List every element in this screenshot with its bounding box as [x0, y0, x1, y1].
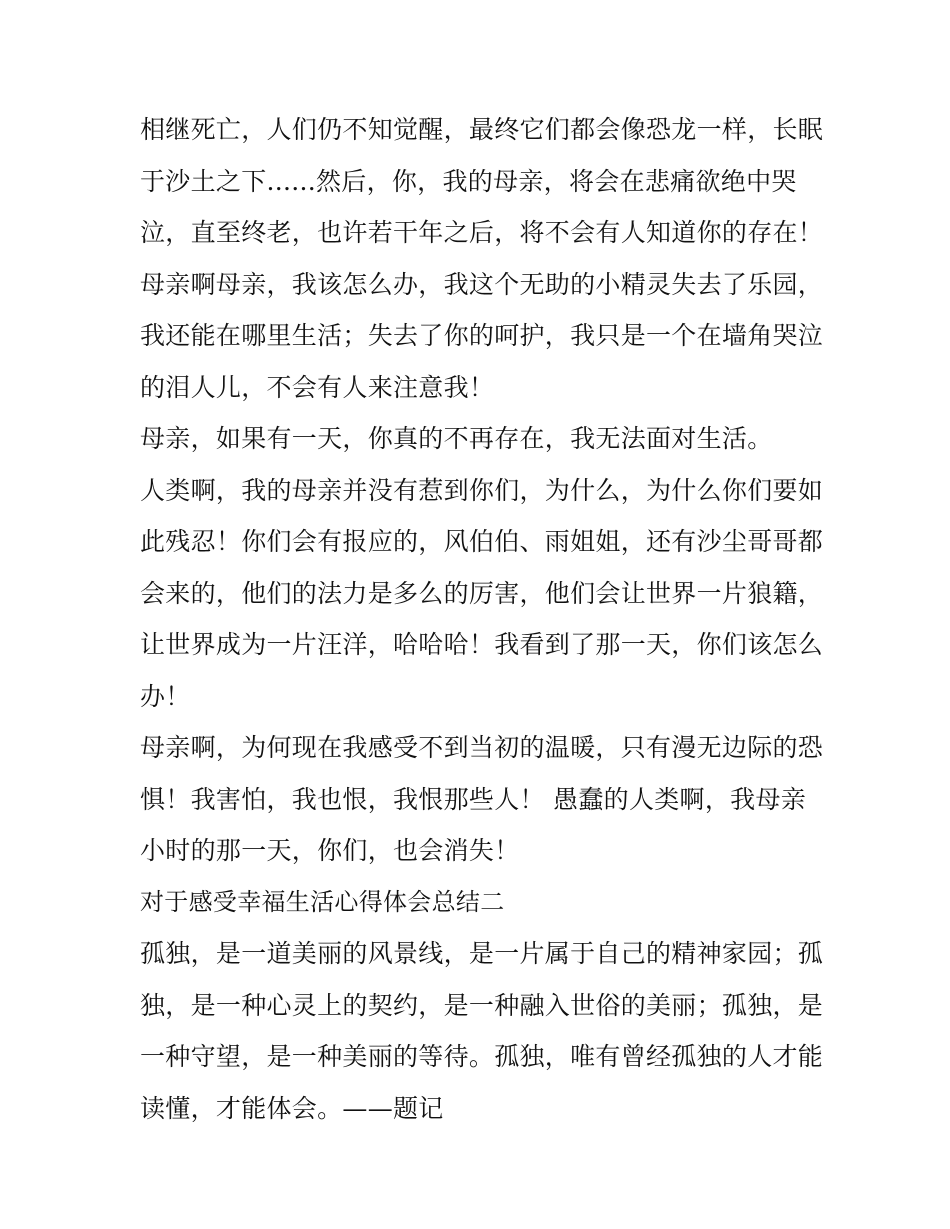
- text-line: 一种守望，是一种美丽的等待。孤独，唯有曾经孤独的人才能: [140, 1042, 824, 1071]
- text-line: 母亲啊，为何现在我感受不到当初的温暖，只有漫无边际的恐: [140, 733, 824, 762]
- text-line: 读懂，才能体会。——题记: [140, 1093, 444, 1123]
- text-line: 让世界成为一片汪洋，哈哈哈！我看到了那一天，你们该怎么: [140, 630, 824, 659]
- text-line: 相继死亡，人们仍不知觉醒，最终它们都会像恐龙一样，长眠: [140, 115, 824, 144]
- text-line: 人类啊，我的母亲并没有惹到你们，为什么，为什么你们要如: [140, 475, 824, 505]
- text-line: 会来的，他们的法力是多么的厉害，他们会让世界一片狼籍，: [140, 578, 824, 608]
- text-line: 的泪人儿，不会有人来注意我！: [140, 372, 495, 402]
- text-line: 母亲，如果有一天，你真的不再存在，我无法面对生活。: [140, 424, 773, 453]
- body-text: [140, 104, 824, 1134]
- section-heading: 对于感受幸福生活心得体会总结二: [140, 887, 505, 916]
- text-line: 孤独，是一道美丽的风景线，是一片属于自己的精神家园；孤: [140, 939, 824, 968]
- text-line: 独，是一种心灵上的契约，是一种融入世俗的美丽；孤独，是: [140, 990, 824, 1020]
- text-line: 母亲啊母亲，我该怎么办，我这个无助的小精灵失去了乐园，: [140, 269, 824, 299]
- text-line: 我还能在哪里生活；失去了你的呵护，我只是一个在墙角哭泣: [140, 321, 824, 350]
- text-line: 小时的那一天，你们，也会消失！: [140, 836, 520, 865]
- text-line: 于沙土之下......然后，你，我的母亲，将会在悲痛欲绝中哭: [140, 166, 797, 196]
- text-line: 惧！我害怕，我也恨，我恨那些人！ 愚蠢的人类啊，我母亲: [140, 784, 807, 814]
- text-line: 泣，直至终老，也许若干年之后，将不会有人知道你的存在！: [140, 218, 824, 247]
- text-line: 办！: [140, 681, 191, 711]
- text-line: 此残忍！你们会有报应的，风伯伯、雨姐姐，还有沙尘哥哥都: [140, 527, 824, 556]
